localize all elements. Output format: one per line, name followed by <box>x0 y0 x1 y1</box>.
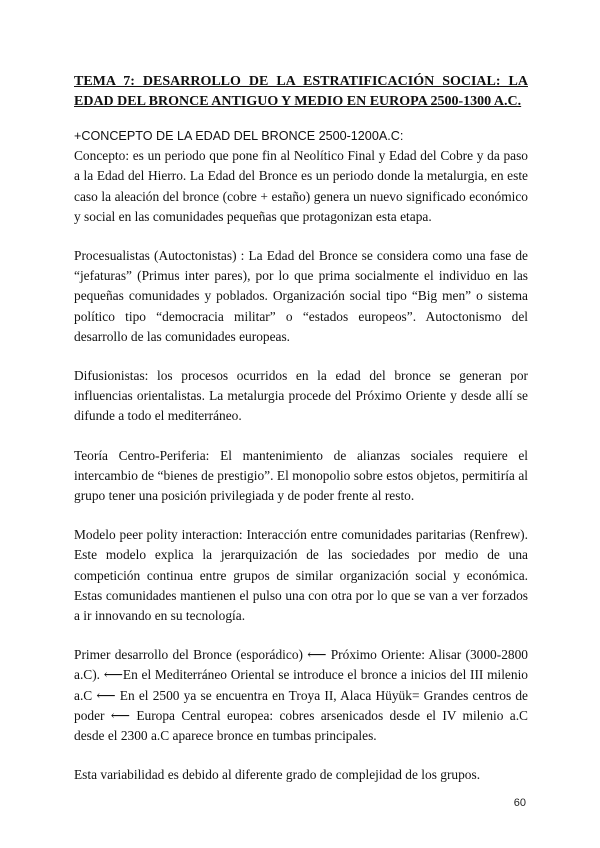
document-page <box>74 72 528 804</box>
paragraph-peer-polity: Modelo peer polity interaction: Interacción entre comunidades paritarias (Renfrew). Este modelo explica la jerarquización de las sociedades por medio de una competición continua entre grupos de similar organización social y económica. Estas comunidades mantienen el pulso una con otra por lo que se van a ver forzados a ir innovando en su tecnología. <box>74 527 528 624</box>
paragraph-centro-periferia: Teoría Centro-Periferia: El mantenimiento de alianzas sociales requiere el intercambio de “bienes de prestigio”. El monopolio sobre estos objetos, permitiría al grupo tener una posición privilegiada y de poder frente al resto. <box>74 447 528 504</box>
paragraph-procesualistas: Procesualistas (Autoctonistas) : La Edad del Bronce se considera como una fase de “jefaturas” (Primus inter pares), por lo que prima socialmente el individuo en las pequeñas comunidades y poblados. Organización social tipo “Big men” o sistema político tipo “democracia militar” o “estados europeos”. Autoctonismo del desarrollo de las comunidades europeas. <box>74 248 528 344</box>
page-number: 60 <box>513 797 526 809</box>
paragraph-variabilidad: Esta variabilidad es debido al diferente grado de complejidad de los grupos. <box>74 767 481 783</box>
paragraph-primer-desarrollo: Primer desarrollo del Bronce (esporádico) ⟵ Próximo Oriente: Alisar (3000-2800 a.C). ⟵En el Mediterráneo Oriental se introduce el bronce a inicios del III milenio a.C ⟵ En el 2500 ya se encuentra en Troya II, Alaca Hüyük= Grandes centros de poder ⟵ Europa Central europea: cobres arsenicados desde el IV milenio a.C desde el 2300 a.C aparece bronce en tumbas principales. <box>74 647 528 744</box>
concept-section <box>74 126 528 227</box>
concept-text: Concepto: es un periodo que pone fin al Neolítico Final y Edad del Cobre y da paso a la Edad del Hierro. La Edad del Bronce es un periodo donde la metalurgia, en este caso la aleación del bronce (cobre + estaño) genera un nuevo significado económico y social en las comunidades pequeñas que protagonizan esta etapa. <box>74 148 528 224</box>
concept-heading: +CONCEPTO DE LA EDAD DEL BRONCE 2500-1200A.C: <box>74 129 404 143</box>
paragraph-difusionistas: Difusionistas: los procesos ocurridos en la edad del bronce se generan por influencias orientalistas. La metalurgia procede del Próximo Oriente y desde allí se difunde a todo el mediterráneo. <box>74 368 528 424</box>
page-title: TEMA 7: DESARROLLO DE LA ESTRATIFICACIÓN SOCIAL: LA EDAD DEL BRONCE ANTIGUO Y MEDIO EN EUROPA 2500-1300 A.C. <box>74 74 528 109</box>
